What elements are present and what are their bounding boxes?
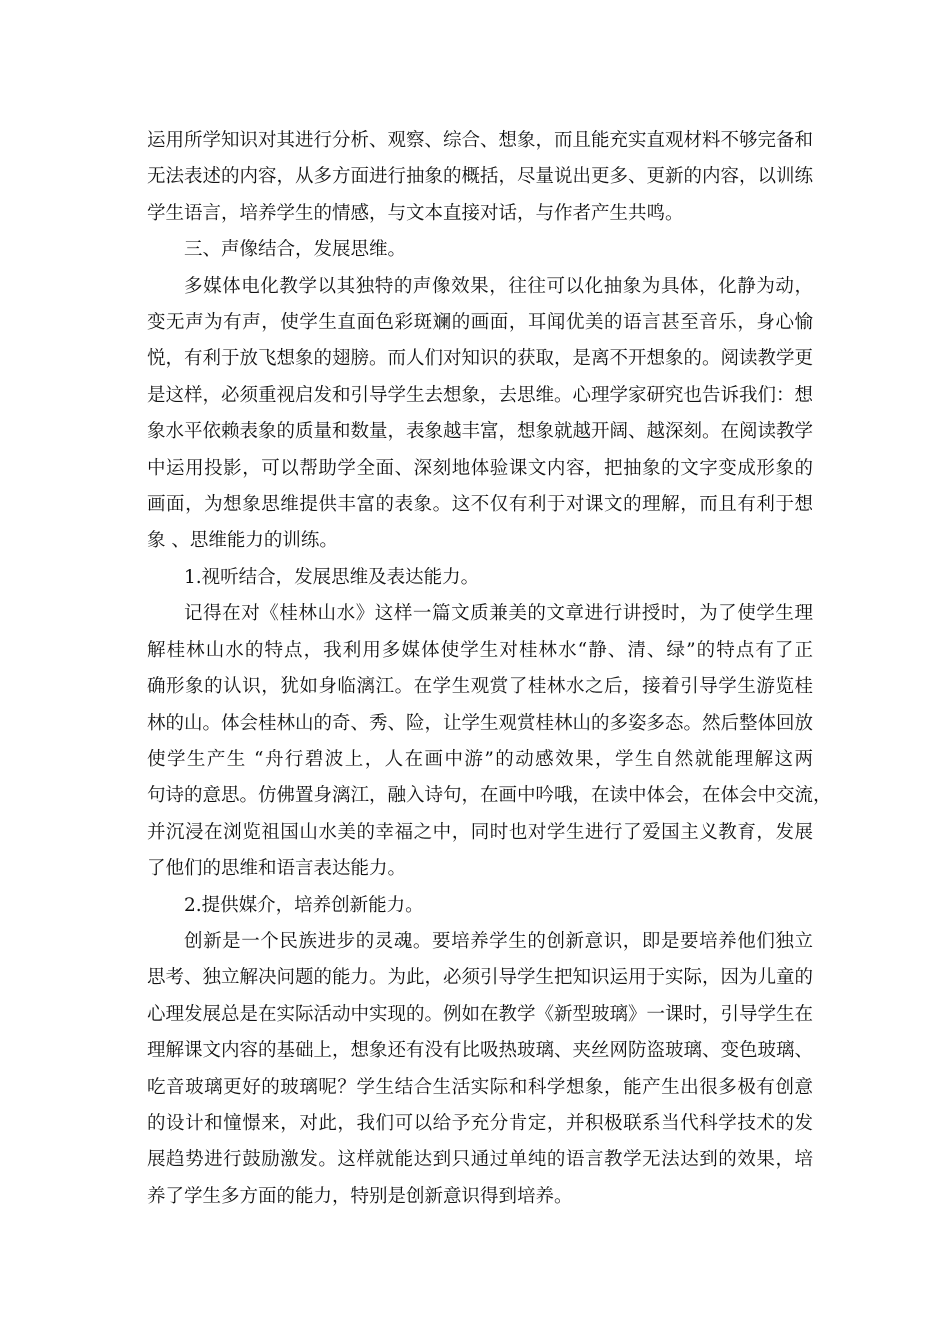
- text-line: 无法表述的内容，从多方面进行抽象的概括，尽量说出更多、更新的内容，以训练: [147, 166, 814, 188]
- section-heading: [147, 560, 813, 596]
- text-line: 心理发展总是在实际活动中实现的。例如在教学《新型玻璃》一课时，引导学生在: [147, 1003, 814, 1025]
- text-line: 学生语言，培养学生的情感，与文本直接对话，与作者产生共鸣。: [147, 202, 684, 224]
- text-line: 林的山。体会桂林山的奇、秀、险，让学生观赏桂林山的多姿多态。然后整体回放: [147, 712, 814, 734]
- section-heading: [147, 232, 813, 268]
- text-line: 象 、思维能力的训练。: [147, 530, 338, 552]
- text-line: 并沉浸在浏览祖国山水美的幸福之中，同时也对学生进行了爱国主义教育，发展: [147, 821, 813, 843]
- text-line: 的设计和憧憬来，对此，我们可以给予充分肯定，并积极联系当代科学技术的发: [147, 1112, 813, 1134]
- text-line: 使学生产生 “舟行碧波上，人在画中游”的动感效果，学生自然就能理解这两: [147, 748, 813, 770]
- text-line: 1.视听结合，发展思维及表达能力。: [184, 566, 480, 588]
- text-line: 悦，有利于放飞想象的翅膀。而人们对知识的获取，是离不开想象的。阅读教学更: [147, 348, 814, 370]
- section-heading: [147, 888, 813, 924]
- body-paragraph: [147, 596, 832, 887]
- body-paragraph: [147, 269, 813, 560]
- text-line: 了他们的思维和语言表达能力。: [147, 858, 407, 880]
- text-line: 象水平依赖表象的质量和数量，表象越丰富，想象就越开阔、越深刻。在阅读教学: [147, 421, 814, 443]
- text-line: 运用所学知识对其进行分析、观察、综合、想象，而且能充实直观材料不够完备和: [147, 130, 814, 151]
- text-line: 变无声为有声，使学生直面色彩斑斓的画面，耳闻优美的语言甚至音乐，身心愉: [147, 312, 813, 334]
- text-line: 确形象的认识，犹如身临漓江。在学生观赏了桂林水之后，接着引导学生游览桂: [147, 676, 813, 698]
- text-line: 展趋势进行鼓励激发。这样就能达到只通过单纯的语言教学无法达到的效果，培: [147, 1149, 813, 1171]
- text-line: 思考、独立解决问题的能力。为此，必须引导学生把知识运用于实际，因为儿童的: [147, 967, 814, 989]
- text-line: 多媒体电化教学以其独特的声像效果，往往可以化抽象为具体，化静为动，: [184, 275, 813, 297]
- text-line: 记得在对《桂林山水》这样一篇文质兼美的文章进行讲授时，为了使学生理: [184, 603, 813, 625]
- text-line: 理解课文内容的基础上，想象还有没有比吸热玻璃、夹丝网防盗玻璃、变色玻璃、: [147, 1040, 814, 1062]
- body-paragraph: [147, 123, 813, 232]
- text-line: 句诗的意思。仿佛置身漓江，融入诗句，在画中吟哦，在读中体会，在体会中交流，: [147, 785, 832, 807]
- text-line: 创新是一个民族进步的灵魂。要培养学生的创新意识，即是要培养他们独立: [184, 930, 813, 952]
- text-line: 2.提供媒介，培养创新能力。: [184, 894, 424, 916]
- text-line: 是这样，必须重视启发和引导学生去想象，去思维。心理学家研究也告诉我们：想: [147, 384, 814, 406]
- text-line: 三、声像结合，发展思维。: [184, 239, 407, 261]
- text-line: 中运用投影，可以帮助学全面、深刻地体验课文内容，把抽象的文字变成形象的: [147, 457, 813, 479]
- text-line: 吃音玻璃更好的玻璃呢？学生结合生活实际和科学想象，能产生出很多极有创意: [147, 1076, 813, 1098]
- body-paragraph: [147, 924, 813, 1215]
- text-line: 解桂林山水的特点，我利用多媒体使学生对桂林水“静、清、绿”的特点有了正: [147, 639, 813, 661]
- document-body: [147, 123, 832, 1215]
- text-line: 画面，为想象思维提供丰富的表象。这不仅有利于对课文的理解，而且有利于想: [147, 494, 813, 516]
- text-line: 养了学生多方面的能力，特别是创新意识得到培养。: [147, 1185, 573, 1207]
